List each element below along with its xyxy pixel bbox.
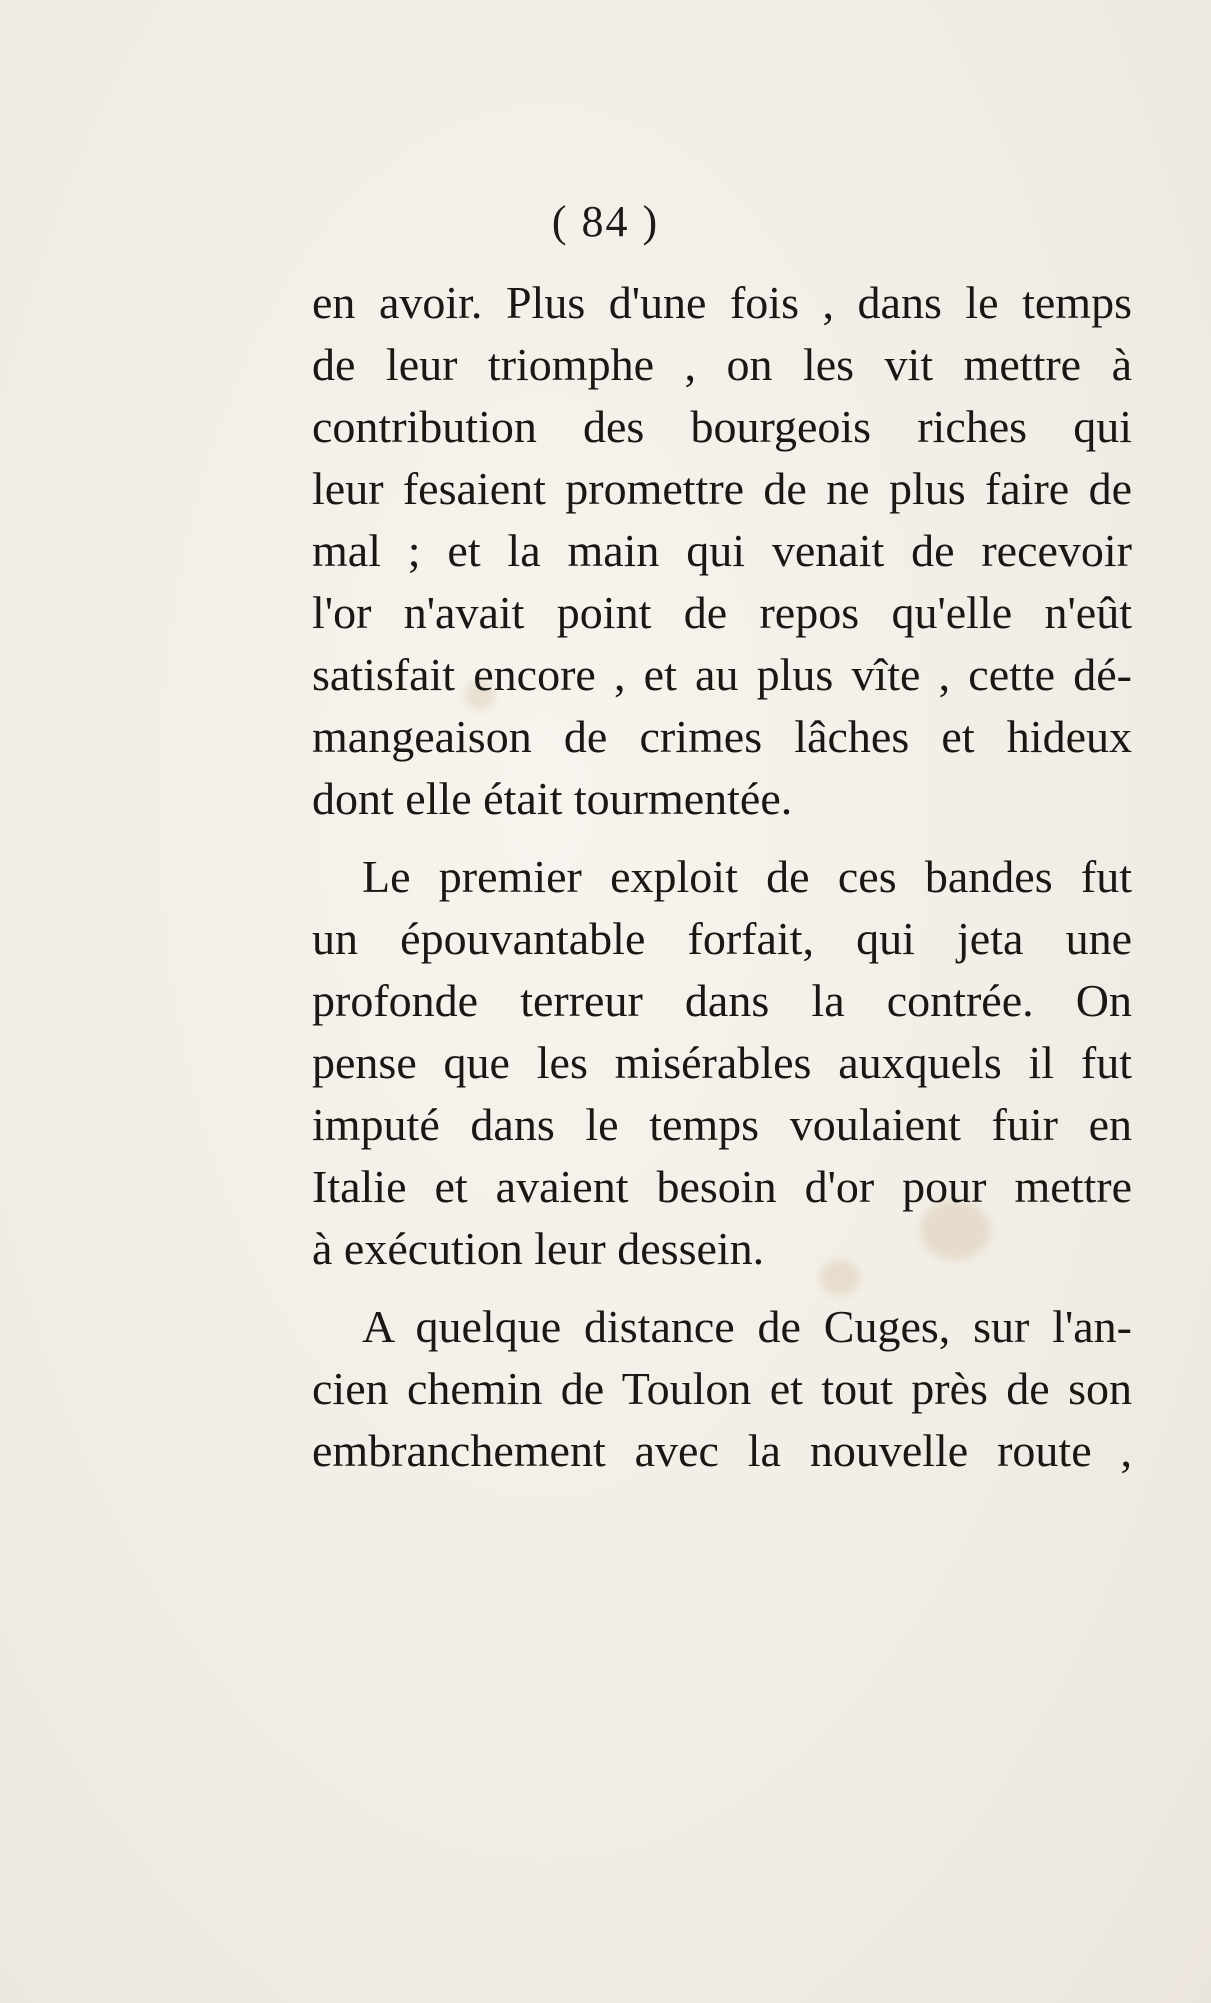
text-line: embranchement avec la nouvelle route , [312, 1425, 1132, 1476]
body-text [312, 272, 1132, 1482]
text-line: contribution des bourgeois riches qui [312, 401, 1132, 452]
text-line: leur fesaient promettre de ne plus faire de [312, 463, 1132, 514]
text-line: un épouvantable forfait, qui jeta une [312, 913, 1132, 964]
paragraph-1 [312, 272, 1132, 830]
text-line: l'or n'avait point de repos qu'elle n'eût [312, 587, 1132, 638]
text-line: mangeaison de crimes lâches et hideux [312, 711, 1132, 762]
text-line: à exécution leur dessein. [312, 1223, 765, 1274]
text-line: A quelque distance de Cuges, sur l'an- [362, 1301, 1132, 1352]
page-number: ( 84 ) [551, 197, 660, 246]
paragraph-2 [312, 846, 1132, 1280]
text-line: en avoir. Plus d'une fois , dans le temps [312, 277, 1132, 328]
text-line: profonde terreur dans la contrée. On [312, 975, 1132, 1026]
text-line: de leur triomphe , on les vit mettre à [312, 339, 1132, 390]
paragraph-3 [312, 1296, 1132, 1482]
text-line: imputé dans le temps voulaient fuir en [312, 1099, 1132, 1150]
text-line: satisfait encore , et au plus vîte , cette dé- [312, 649, 1132, 700]
text-line: cien chemin de Toulon et tout près de son [312, 1363, 1132, 1414]
text-line: Italie et avaient besoin d'or pour mettre [312, 1161, 1132, 1212]
text-line: Le premier exploit de ces bandes fut [362, 851, 1132, 902]
text-line: pense que les misérables auxquels il fut [312, 1037, 1132, 1088]
text-line: mal ; et la main qui venait de recevoir [312, 525, 1132, 576]
text-line: dont elle était tourmentée. [312, 773, 793, 824]
